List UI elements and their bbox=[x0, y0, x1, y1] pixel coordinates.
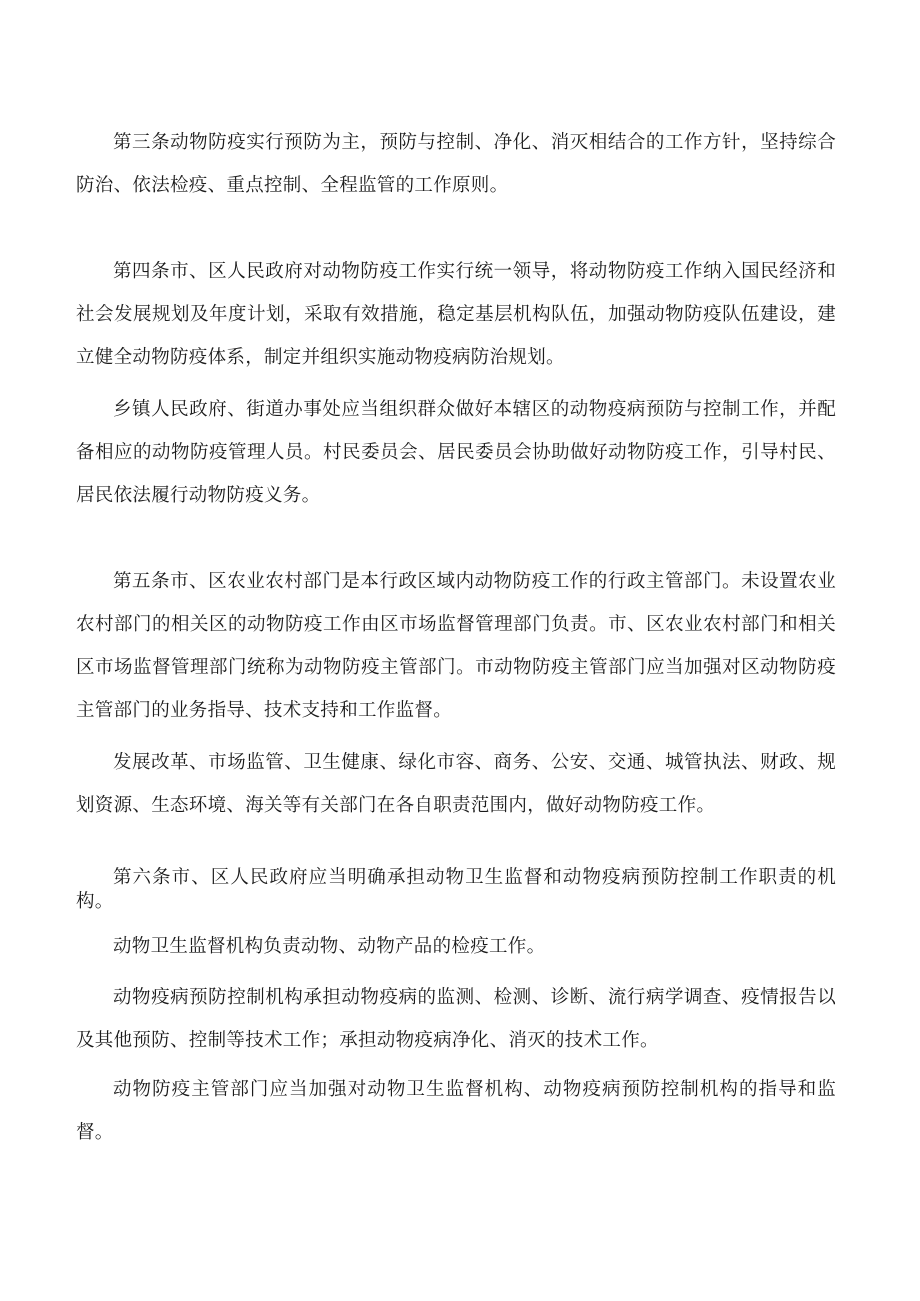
article-6-paragraph: 第六条市、区人民政府应当明确承担动物卫生监督和动物疫病预防控制工作职责的机构。 bbox=[76, 867, 836, 912]
article-6-paragraph-4: 动物防疫主管部门应当加强对动物卫生监督机构、动物疫病预防控制机构的指导和监督。 bbox=[76, 1079, 836, 1143]
article-6-paragraph-3: 动物疫病预防控制机构承担动物疫病的监测、检测、诊断、流行病学调查、疫情报告以及其他预防、控制等技术工作；承担动物疫病净化、消灭的技术工作。 bbox=[76, 987, 836, 1051]
article-4-paragraph-2: 乡镇人民政府、街道办事处应当组织群众做好本辖区的动物疫病预防与控制工作，并配备相应的动物防疫管理人员。村民委员会、居民委员会协助做好动物防疫工作，引导村民、居民依法履行动物防疫义务。 bbox=[76, 399, 836, 506]
article-5-paragraph: 第五条市、区农业农村部门是本行政区域内动物防疫工作的行政主管部门。未设置农业农村部门的相关区的动物防疫工作由区市场监督管理部门负责。市、区农业农村部门和相关区市场监督管理部门统称为动物防疫主管部门。市动物防疫主管部门应当加强对区动物防疫主管部门的业务指导、技术支持和工作监督。 bbox=[76, 571, 836, 721]
article-3-paragraph: 第三条动物防疫实行预防为主，预防与控制、净化、消灭相结合的工作方针，坚持综合防治、依法检疫、重点控制、全程监管的工作原则。 bbox=[76, 132, 836, 196]
article-5-paragraph-2: 发展改革、市场监管、卫生健康、绿化市容、商务、公安、交通、城管执法、财政、规划资源、生态环境、海关等有关部门在各自职责范围内，做好动物防疫工作。 bbox=[76, 752, 836, 816]
article-6-paragraph-2: 动物卫生监督机构负责动物、动物产品的检疫工作。 bbox=[113, 936, 546, 957]
article-4-paragraph: 第四条市、区人民政府对动物防疫工作实行统一领导，将动物防疫工作纳入国民经济和社会发展规划及年度计划，采取有效措施，稳定基层机构队伍，加强动物防疫队伍建设，建立健全动物防疫体系，制定并组织实施动物疫病防治规划。 bbox=[76, 261, 836, 368]
